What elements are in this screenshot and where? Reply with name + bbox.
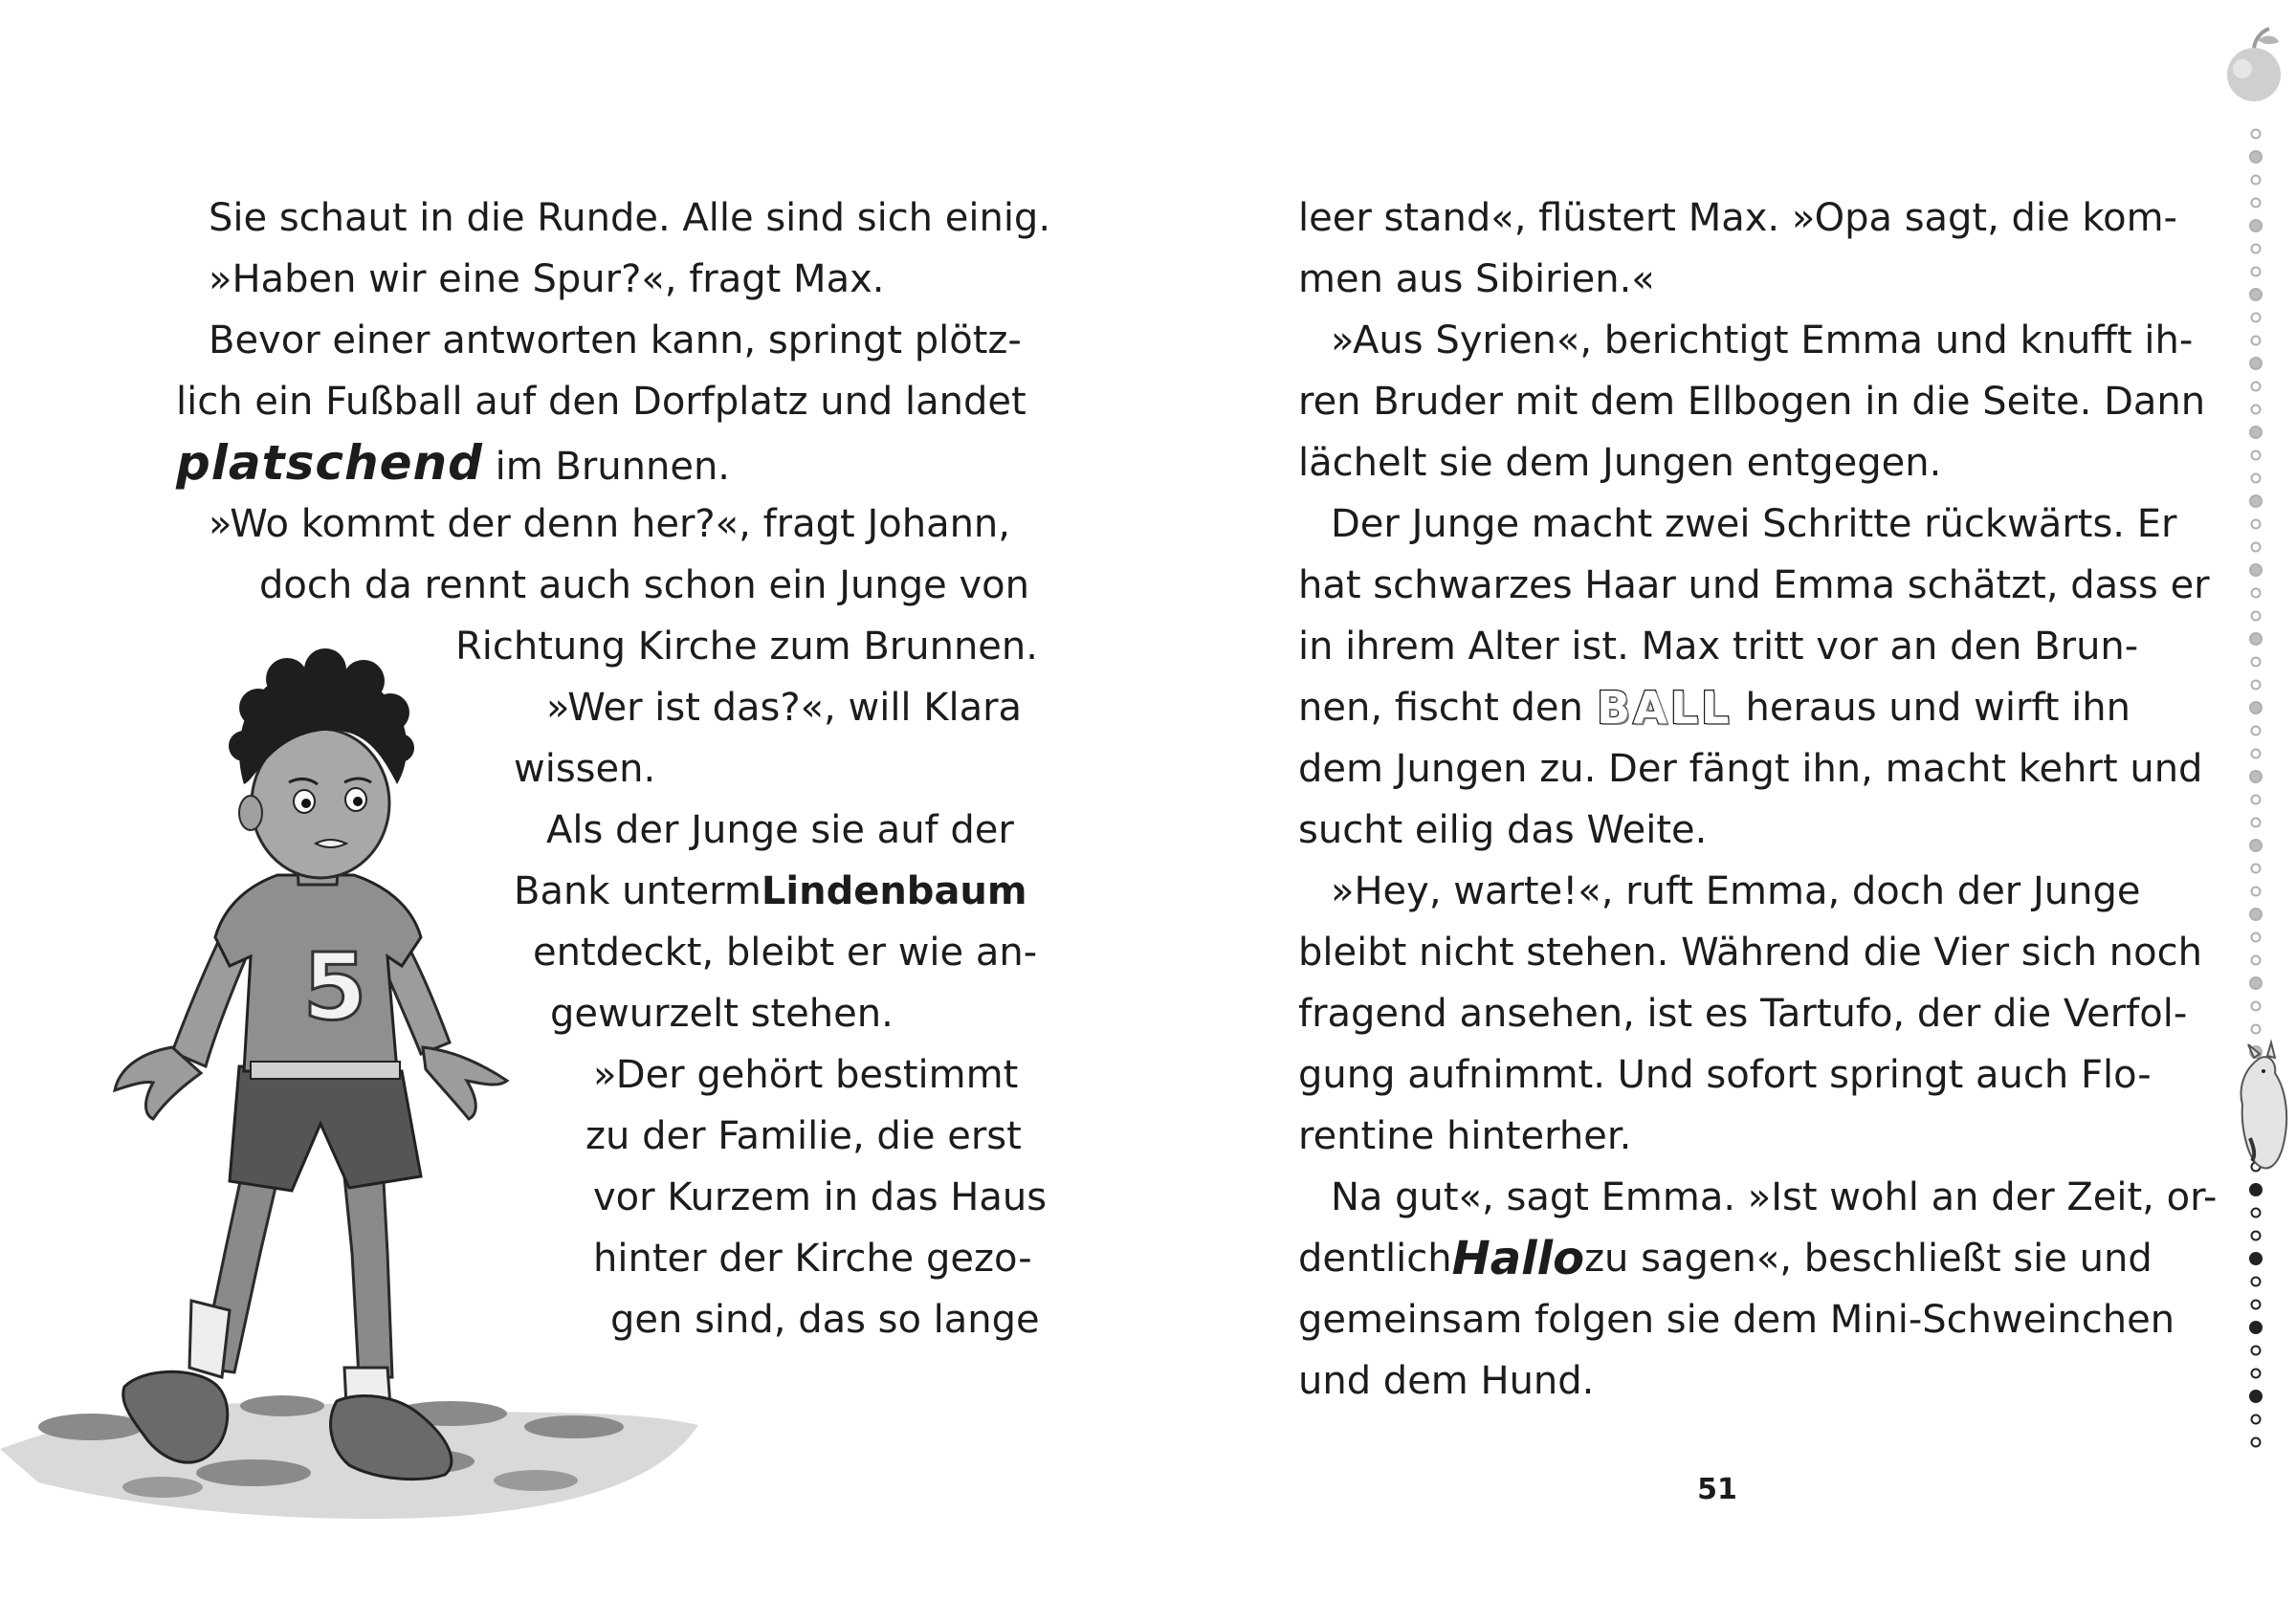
text-fragment: nen, fischt den xyxy=(1298,686,1583,730)
emphasized-word-platschend: platschend xyxy=(176,435,483,491)
bead xyxy=(2252,589,2261,598)
text-line xyxy=(1298,1228,2152,1289)
bead xyxy=(2250,1253,2262,1264)
bead xyxy=(2252,337,2261,345)
bead xyxy=(2252,199,2261,208)
bead xyxy=(2252,383,2261,391)
bead xyxy=(2252,543,2261,552)
text-line: zu der Familie, die erst xyxy=(585,1114,1022,1158)
bead xyxy=(2252,1232,2261,1240)
text-line: und dem Hund. xyxy=(1298,1359,1595,1403)
bead xyxy=(2252,406,2261,414)
text-line: bleibt nicht stehen. Während die Vier sich noch xyxy=(1298,931,2202,975)
bead xyxy=(2250,564,2262,576)
text-line: »Aus Syrien«, berichtigt Emma und knufft ih- xyxy=(1331,318,2194,362)
text-line: Als der Junge sie auf der xyxy=(546,808,1014,852)
text-line xyxy=(1298,677,2130,738)
text-line: rentine hinterher. xyxy=(1298,1114,1632,1158)
bead xyxy=(2250,220,2262,231)
bead xyxy=(2252,314,2261,322)
bead xyxy=(2250,495,2262,507)
emphasized-word-ball: BALL xyxy=(1597,682,1733,734)
boy-illustration xyxy=(0,641,708,1530)
bead xyxy=(2252,520,2261,529)
bead-chain xyxy=(2250,130,2262,1447)
bead xyxy=(2250,771,2262,782)
bead xyxy=(2252,1209,2261,1217)
apple-icon xyxy=(2227,29,2281,101)
bead xyxy=(2252,956,2261,965)
bead xyxy=(2252,681,2261,690)
text-line: sucht eilig das Weite. xyxy=(1298,808,1708,852)
bead xyxy=(2252,888,2261,896)
text-line: ren Bruder mit dem Ellbogen in die Seite. Dann xyxy=(1298,380,2206,424)
text-fragment: zu sagen«, beschließt sie und xyxy=(1584,1237,2152,1281)
text-line: vor Kurzem in das Haus xyxy=(593,1175,1048,1219)
bead xyxy=(2252,1002,2261,1011)
bead xyxy=(2250,1322,2262,1333)
bead xyxy=(2252,612,2261,621)
text-fragment: Bank unterm xyxy=(514,869,762,913)
bead xyxy=(2252,1278,2261,1286)
text-fragment: im Brunnen. xyxy=(495,445,731,489)
bead xyxy=(2252,1370,2261,1378)
text-line: wissen. xyxy=(514,747,656,791)
bead xyxy=(2252,1025,2261,1034)
text-line: »Wo kommt der denn her?«, fragt Johann, xyxy=(209,502,1010,546)
shirt-number: 5 xyxy=(302,933,367,1041)
page-number: 51 xyxy=(1697,1473,1737,1506)
text-line: men aus Sibirien.« xyxy=(1298,257,1655,301)
bead xyxy=(2252,176,2261,185)
bead xyxy=(2250,151,2262,163)
text-line xyxy=(176,432,730,497)
text-line: »Haben wir eine Spur?«, fragt Max. xyxy=(209,257,885,301)
bead xyxy=(2250,840,2262,851)
text-line: hinter der Kirche gezo- xyxy=(593,1237,1032,1281)
text-line: Der Junge macht zwei Schritte rückwärts. Er xyxy=(1331,502,2177,546)
emphasized-word-lindenbaum: Lindenbaum xyxy=(761,869,1027,913)
text-line: in ihrem Alter ist. Max tritt vor an den Brun- xyxy=(1298,625,2139,669)
text-line: »Wer ist das?«, will Klara xyxy=(546,686,1023,730)
bead xyxy=(2252,245,2261,253)
text-line: Na gut«, sagt Emma. »Ist wohl an der Zeit, or- xyxy=(1331,1175,2218,1219)
text-line: »Der gehört bestimmt xyxy=(593,1053,1019,1097)
bead xyxy=(2252,865,2261,873)
text-line: dem Jungen zu. Der fängt ihn, macht kehrt und xyxy=(1298,747,2203,791)
text-line: gung aufnimmt. Und sofort springt auch Flo- xyxy=(1298,1053,2152,1097)
bead xyxy=(2252,1438,2261,1447)
bead xyxy=(2252,819,2261,827)
text-line: leer stand«, flüstert Max. »Opa sagt, die kom- xyxy=(1298,196,2177,240)
bead xyxy=(2250,702,2262,713)
text-line: hat schwarzes Haar und Emma schätzt, dass er xyxy=(1298,563,2210,607)
text-fragment: dentlich xyxy=(1298,1237,1452,1281)
bead xyxy=(2250,1391,2262,1402)
bead xyxy=(2252,727,2261,735)
text-fragment: heraus und wirft ihn xyxy=(1745,686,2130,730)
bead xyxy=(2250,289,2262,300)
bead xyxy=(2252,1301,2261,1309)
bead xyxy=(2250,427,2262,438)
bead xyxy=(2252,658,2261,667)
bead xyxy=(2250,909,2262,920)
bead xyxy=(2250,358,2262,369)
bead xyxy=(2250,977,2262,989)
text-line: entdeckt, bleibt er wie an- xyxy=(533,931,1038,975)
bead xyxy=(2250,1184,2262,1195)
text-line: Richtung Kirche zum Brunnen. xyxy=(455,625,1038,669)
bead xyxy=(2252,796,2261,804)
bead xyxy=(2250,633,2262,645)
bead xyxy=(2252,268,2261,276)
text-line: Bevor einer antworten kann, springt plötz- xyxy=(209,318,1022,362)
text-line: Sie schaut in die Runde. Alle sind sich einig. xyxy=(209,196,1051,240)
bead xyxy=(2252,933,2261,942)
bead xyxy=(2252,1415,2261,1424)
bead xyxy=(2252,474,2261,483)
bead xyxy=(2252,451,2261,460)
text-line: gen sind, das so lange xyxy=(610,1298,1040,1342)
emphasized-word-hallo: Hallo xyxy=(1451,1232,1585,1285)
text-line: lächelt sie dem Jungen entgegen. xyxy=(1298,441,1942,485)
bead xyxy=(2252,750,2261,758)
text-line: gewurzelt stehen. xyxy=(550,992,894,1036)
margin-decoration xyxy=(2200,19,2296,1473)
text-line: doch da rennt auch schon ein Junge von xyxy=(259,563,1029,607)
text-line: fragend ansehen, ist es Tartufo, der die Verfol- xyxy=(1298,992,2188,1036)
pig-icon xyxy=(2241,1042,2287,1168)
text-line: »Hey, warte!«, ruft Emma, doch der Junge xyxy=(1331,869,2141,913)
text-line: gemeinsam folgen sie dem Mini-Schweinchen xyxy=(1298,1298,2175,1342)
text-line: lich ein Fußball auf den Dorfplatz und landet xyxy=(176,380,1027,424)
bead xyxy=(2252,1347,2261,1355)
bead xyxy=(2252,130,2261,139)
